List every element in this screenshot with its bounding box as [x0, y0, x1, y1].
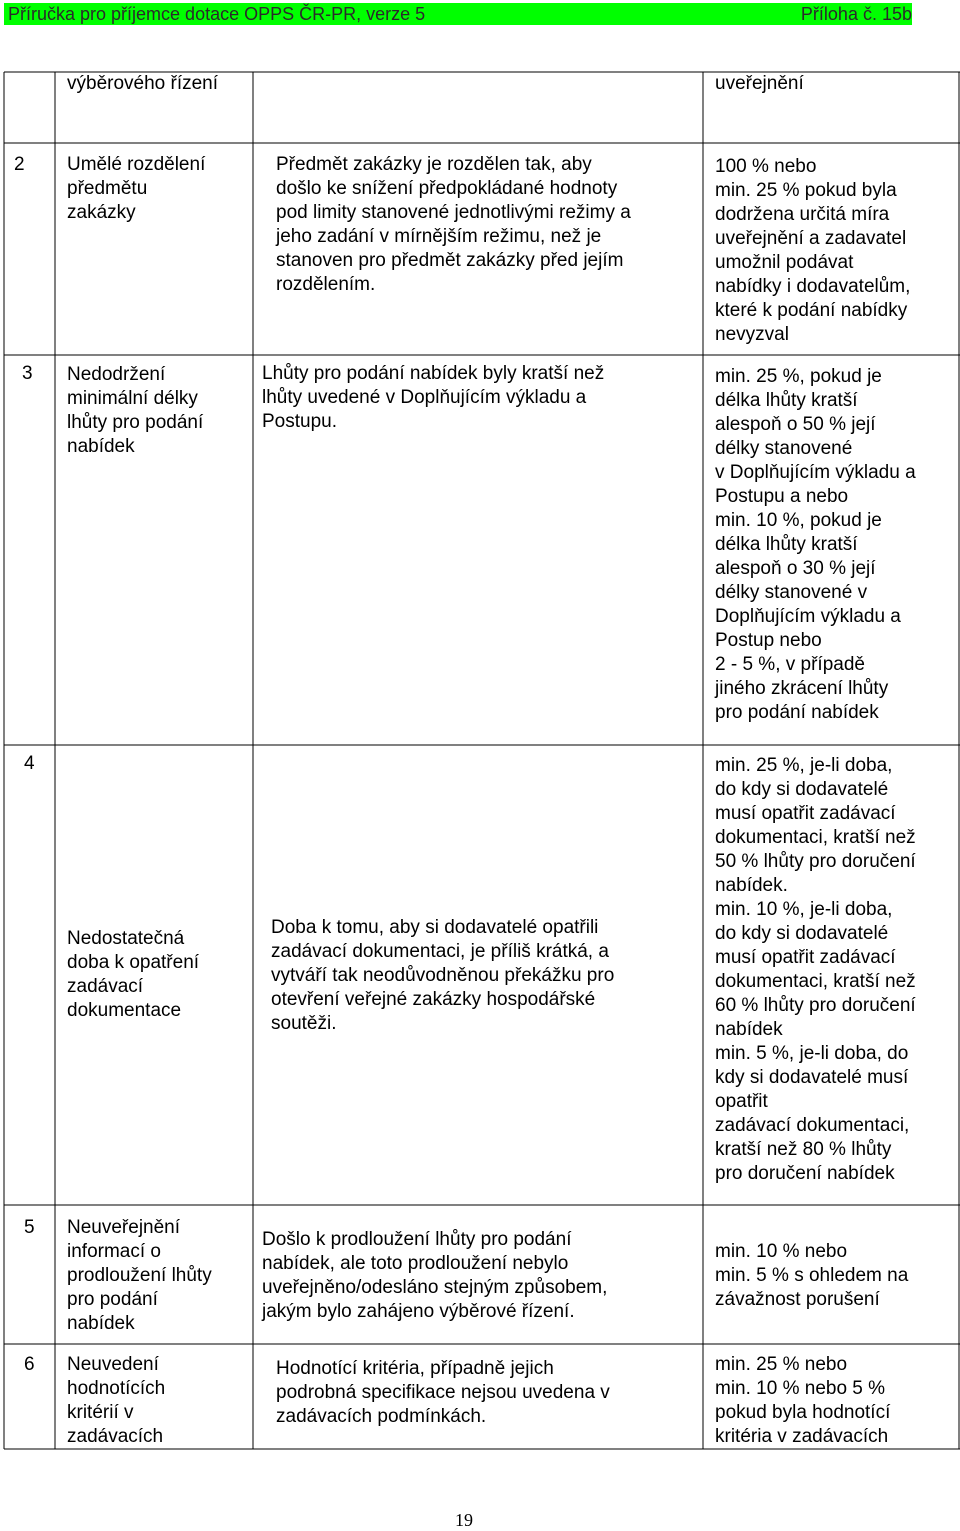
row-criterion-name: Umělé rozdělení předmětu zakázky [67, 154, 206, 223]
row-correction-rate: 100 % nebo min. 25 % pokud byla dodržena určitá míra uveřejnění a zadavatel umožnil podávat nabídky i dodavatelům, které k podání nabídky nevyzval [715, 156, 911, 345]
row-correction-rate: min. 25 %, je-li doba, do kdy si dodavatelé musí opatřit zadávací dokumentaci, kratší než 50 % lhůty pro doručení nabídek. min. 10 %, je-li doba, do kdy si dodavatelé musí opatřit zadávací dokumentaci, kratší než 60 % lhůty pro doručení nabídek min. 5 %, je-li doba, do kdy si dodavatelé musí opatřit zadávací dokumentaci, kratší než 80 % lhůty pro doručení nabídek [715, 755, 916, 1184]
row-correction-rate: min. 25 %, pokud je délka lhůty kratší alespoň o 50 % její délky stanovené v Doplňujícím výkladu a Postupu a nebo min. 10 %, pokud je délka lhůty kratší alespoň o 30 % její délky stanovené v Doplňujícím výkladu a Postup nebo 2 - 5 %, v případě jiného zkrácení lhůty pro podání nabídek [715, 366, 916, 723]
row-criterion-name: Neuvedení hodnotících kritérií v zadávacích [67, 1354, 166, 1447]
header-title: Příručka pro příjemce dotace OPPS ČR-PR, verze 5 [8, 4, 426, 24]
row-correction-rate: min. 10 % nebo min. 5 % s ohledem na závažnost porušení [715, 1241, 909, 1310]
row-criterion-name: Nedodržení minimální délky lhůty pro podání nabídek [67, 364, 204, 457]
row-description: Doba k tomu, aby si dodavatelé opatřili zadávací dokumentaci, je příliš krátká, a vytváří tak neodůvodněnou překážku pro otevření veřejné zakázky hospodářské soutěži. [271, 917, 615, 1034]
row-number: 2 [14, 154, 25, 175]
row-description: Došlo k prodloužení lhůty pro podání nabídek, ale toto prodloužení nebylo uveřejněno/odesláno stejným způsobem, jakým bylo zahájeno výběrové řízení. [262, 1229, 608, 1322]
row-number: 5 [24, 1217, 35, 1238]
row-number: 3 [22, 363, 33, 384]
page-number: 19 [455, 1510, 473, 1530]
row-description: Hodnotící kritéria, případně jejich podrobná specifikace nejsou uvedena v zadávacích podmínkách. [276, 1358, 610, 1427]
row-criterion-name: Neuveřejnění informací o prodloužení lhůty pro podání nabídek [67, 1217, 212, 1334]
row-correction-rate: min. 25 % nebo min. 10 % nebo 5 % pokud byla hodnotící kritéria v zadávacích [715, 1354, 891, 1447]
row-number: 4 [24, 753, 35, 774]
row-number: 6 [24, 1354, 35, 1375]
row-criterion-name: Nedostatečná doba k opatření zadávací dokumentace [67, 928, 200, 1021]
top-row-correction-text: uveřejnění [715, 73, 804, 94]
row-description: Lhůty pro podání nabídek byly kratší než lhůty uvedené v Doplňujícím výkladu a Postupu. [262, 363, 605, 432]
header-attachment-label: Příloha č. 15b [800, 4, 912, 24]
top-row-criterion-text: výběrového řízení [67, 73, 219, 94]
row-description: Předmět zakázky je rozdělen tak, aby došlo ke snížení předpokládané hodnoty pod limity stanovené jednotlivými režimy a jeho zadání v mírnějším režimu, než je stanoven pro předmět zakázky před jejím rozdělením. [276, 154, 631, 295]
